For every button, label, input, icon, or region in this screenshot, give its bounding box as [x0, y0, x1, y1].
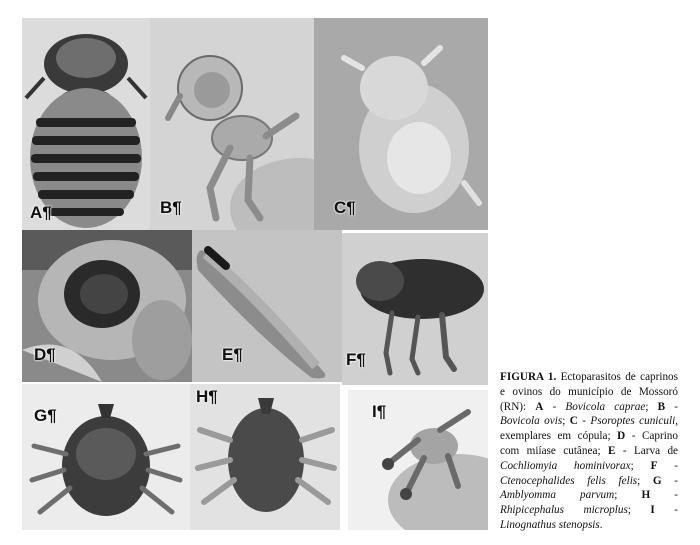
- caption-entry-separator: -: [615, 444, 634, 457]
- panel-e-larva-cochliomyia: [192, 230, 342, 382]
- panel-a-bovicola-caprae: [22, 18, 150, 230]
- caption-entry-text: Bovicola ovis: [500, 415, 563, 428]
- caption-entry-separator: -: [543, 400, 566, 413]
- caption-entry-letter: F: [650, 459, 658, 472]
- caption-entry-letter: G: [652, 474, 662, 487]
- caption-entry-separator: -: [654, 504, 678, 517]
- caption-entry-after: ;: [645, 400, 658, 413]
- caption-entry-text: Rhipicephalus microplus: [500, 504, 628, 517]
- caption-entry-text: Caprino com miíase cutânea: [500, 430, 678, 457]
- caption-entry-letter: I: [650, 504, 655, 517]
- panel-i-linognathus-stenopsis: [348, 390, 488, 530]
- caption-entry-text: Ctenocephalides felis felis: [500, 474, 638, 487]
- caption-entry-text: Cochliomyia hominivorax: [500, 459, 631, 472]
- caption-entry-separator: -: [650, 489, 679, 502]
- caption-entry-letter: C: [569, 415, 578, 428]
- panel-f-label: F¶: [346, 350, 366, 369]
- caption-entry-separator: -: [657, 459, 678, 472]
- caption-entry-after: .: [599, 518, 603, 531]
- caption-entry-text: Psoroptes cuniculi: [590, 415, 676, 428]
- louse-a-image: [22, 18, 150, 230]
- caption-title: FIGURA 1.: [500, 371, 557, 383]
- caption-entry-after: ;: [627, 504, 651, 517]
- louse-i-image: [348, 390, 488, 530]
- larva-e-image: [192, 230, 342, 382]
- caption-intro: Ectoparasitos de caprinos e ovinos do município de Mossoró (RN):: [500, 371, 678, 413]
- caption-entry-after: ;: [630, 459, 651, 472]
- figure-caption: [500, 370, 678, 533]
- caption-entry-letter: E: [607, 444, 616, 457]
- caption-entry-text: Bovicola caprae: [565, 400, 646, 413]
- caption-entry-after: , exemplares em cópula;: [500, 415, 678, 443]
- panel-b-label: B¶: [160, 198, 182, 217]
- caption-entry-separator: -: [577, 415, 591, 428]
- caption-entry-after: ;: [614, 489, 642, 502]
- caption-entry-letter: H: [641, 489, 651, 502]
- caption-entry-letter: A: [535, 400, 544, 413]
- caption-entry-letter: B: [657, 400, 666, 413]
- panel-c-label: C¶: [334, 198, 356, 217]
- caption-entry-separator: -: [661, 474, 678, 487]
- caption-entry-separator: -: [625, 430, 642, 443]
- caption-entry-text: Larva de: [633, 444, 678, 457]
- caption-entries: [500, 401, 678, 531]
- panel-e-label: E¶: [222, 345, 243, 364]
- caption-entry-after: ;: [562, 415, 570, 428]
- panel-i-label: I¶: [372, 402, 387, 421]
- caption-entry-separator: -: [665, 400, 678, 413]
- panel-g-label: G¶: [34, 406, 57, 425]
- panel-a-label: A¶: [30, 203, 52, 222]
- caption-entry-text: Amblyomma parvum: [500, 489, 615, 502]
- caption-entry-after: ;: [597, 444, 608, 457]
- panel-d-label: D¶: [34, 345, 56, 364]
- caption-entry-text: Linognathus stenopsis: [500, 518, 600, 531]
- panel-h-label: H¶: [196, 387, 218, 406]
- caption-entry-after: ;: [637, 474, 653, 487]
- caption-entry-letter: D: [617, 430, 626, 443]
